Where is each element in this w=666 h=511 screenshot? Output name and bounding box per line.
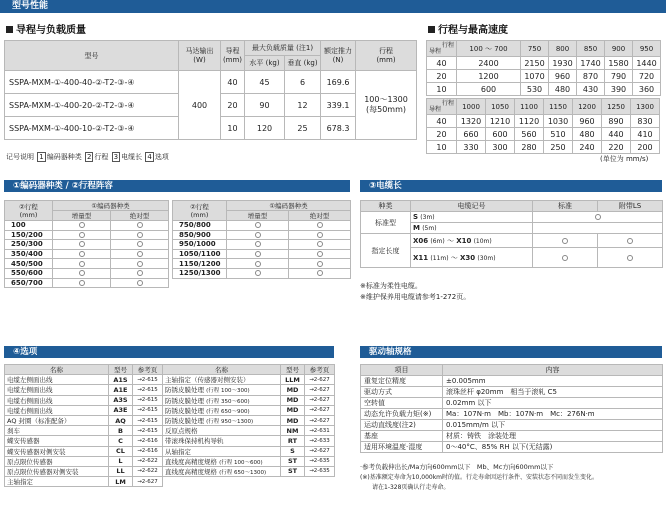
spec-item: 驱动方式	[361, 387, 443, 398]
header-motor: 马达输出 (W)	[179, 41, 221, 71]
cable-length: (30m)	[477, 254, 496, 262]
encoder-table-right	[172, 200, 351, 279]
header-thrust: 额定推力 (N)	[321, 41, 356, 71]
stroke-value: 1250/1300	[173, 268, 227, 278]
spec-value: 0.02mm 以下	[443, 398, 663, 409]
legend-box: 1	[39, 153, 44, 161]
cable-code: X30	[460, 253, 476, 262]
circle-mark-icon	[79, 232, 85, 238]
speed-cell: 2150	[521, 57, 549, 70]
option-code: MD	[281, 405, 305, 415]
speed-cell: 1740	[577, 57, 605, 70]
speed-cell: 390	[605, 83, 633, 96]
circle-mark-icon	[79, 222, 85, 228]
option-code: A3S	[109, 395, 133, 405]
circle-mark-icon	[255, 270, 261, 276]
circle-mark-icon	[137, 270, 143, 276]
speed-cell: 1580	[605, 57, 633, 70]
cable-code: X10	[456, 236, 472, 245]
page-ref-link[interactable]: →2-627	[305, 415, 335, 425]
option-code: S	[281, 446, 305, 456]
corner-lead: 导程	[429, 105, 442, 113]
option-note: (行程 650～1300)	[219, 469, 267, 476]
page-ref-link[interactable]: →2-615	[133, 415, 163, 425]
range-tilde: ～	[450, 253, 458, 262]
speed-cell: 1030	[544, 115, 573, 128]
stroke-header: 1000	[457, 99, 486, 115]
corner-cell	[427, 41, 457, 57]
corner-stroke: 行程	[441, 41, 454, 49]
page-ref-link[interactable]: →2-631	[305, 426, 335, 436]
stroke-value: 450/500	[5, 259, 53, 269]
cable-code: X11	[413, 253, 429, 262]
cable-code: M	[413, 224, 420, 232]
circle-mark-icon	[255, 261, 261, 267]
spec-value: 0.015mm/m 以下	[443, 420, 663, 431]
circle-mark-icon	[137, 241, 143, 247]
header-code: 型号	[281, 365, 305, 375]
spec-item: 适用环境温度·湿度	[361, 442, 443, 453]
page-ref-link[interactable]: →2-635	[305, 456, 335, 466]
speed-cell: 300	[486, 141, 515, 154]
spec-title: 导程与负载质量	[16, 25, 86, 36]
stroke-value: 1150/1200	[173, 259, 227, 269]
speed-cell: 440	[602, 128, 631, 141]
speed-unit: (单位为 mm/s)	[600, 155, 649, 163]
speed-cell: 530	[521, 83, 549, 96]
option-code: MD	[281, 385, 305, 395]
speed-cell: 330	[457, 141, 486, 154]
option-code: AQ	[109, 415, 133, 425]
corner-cell	[427, 99, 457, 115]
symbol-legend	[6, 152, 169, 162]
circle-mark-icon	[627, 238, 633, 244]
stroke-value: 100	[5, 221, 53, 231]
page-ref-link[interactable]: →2-615	[133, 375, 163, 385]
page-ref-link[interactable]: →2-616	[133, 446, 163, 456]
stroke-header: 1050	[486, 99, 515, 115]
option-name: 蝶安传感器	[5, 436, 109, 446]
circle-mark-icon	[317, 222, 323, 228]
model-code: SSPA-MXM-①-400-20-②-T2-③-④	[5, 94, 179, 117]
legend-prefix: 记号说明	[6, 153, 34, 161]
speed-cell: 600	[486, 128, 515, 141]
option-name: 主轴指定（传感器对侧安装）	[165, 376, 250, 385]
encoder-table-left	[4, 200, 169, 288]
option-name: 原点限位传感器对侧安装	[5, 466, 109, 476]
circle-mark-icon	[562, 255, 568, 261]
header-stroke: ②行程 (mm)	[5, 201, 53, 221]
header-horizontal: 水平 (kg)	[245, 56, 285, 71]
option-code: A1S	[109, 375, 133, 385]
legend-box: 2	[86, 153, 92, 161]
standard-type-label: 标准型	[361, 212, 411, 234]
page-ref-link[interactable]: →2-627	[305, 385, 335, 395]
option-note: (行程 100～300)	[206, 388, 250, 395]
spec-item: 动态允许负载力矩(※)	[361, 409, 443, 420]
stroke-header: 1100	[515, 99, 544, 115]
lead-cell: 20	[427, 70, 457, 83]
page-ref-link[interactable]: →2-615	[133, 405, 163, 415]
lead-load-table	[4, 40, 417, 140]
rated-thrust: 169.6	[321, 71, 356, 94]
header-model: 型号	[5, 41, 179, 71]
circle-mark-icon	[317, 261, 323, 267]
section-header-model-performance: 型号性能	[0, 0, 666, 13]
stroke-header: 1150	[544, 99, 573, 115]
option-name: 防锈皮膜处理	[165, 386, 204, 395]
circle-mark-icon	[137, 222, 143, 228]
speed-cell: 1440	[633, 57, 661, 70]
option-note: (行程 650～900)	[206, 408, 250, 415]
stroke-header: 1200	[573, 99, 602, 115]
spec-item: 空转值	[361, 398, 443, 409]
speed-cell: 600	[457, 83, 521, 96]
spec-heading	[6, 25, 86, 37]
circle-mark-icon	[79, 251, 85, 257]
circle-mark-icon	[255, 232, 261, 238]
speed-cell: 510	[544, 128, 573, 141]
page-ref-link[interactable]: →2-627	[305, 446, 335, 456]
legend-text: 选项	[154, 153, 169, 161]
header-vertical: 垂直 (kg)	[285, 56, 321, 71]
stroke-header: 950	[633, 41, 661, 57]
option-note: (行程 350～600)	[206, 398, 250, 405]
speed-cell: 1930	[549, 57, 577, 70]
circle-mark-icon	[137, 261, 143, 267]
circle-mark-icon	[317, 251, 323, 257]
header-incremental: 增量型	[53, 211, 111, 221]
option-name: 防锈皮膜处理	[165, 396, 204, 405]
stroke-value: 950/1000	[173, 240, 227, 250]
option-code: C	[109, 436, 133, 446]
speed-cell: 870	[577, 70, 605, 83]
spec-value: ±0.005mm	[443, 376, 663, 387]
corner-lead: 导程	[429, 47, 442, 55]
stroke-header: 100 ～ 700	[457, 41, 521, 57]
lead-cell: 40	[427, 115, 457, 128]
header-absolute: 绝对型	[111, 211, 169, 221]
option-name: 防锈皮膜处理	[165, 417, 204, 426]
stroke-range: 100～1300 (每50mm)	[356, 71, 417, 140]
page-ref-link[interactable]: →2-615	[133, 426, 163, 436]
spec-item: 运动直线度(注2)	[361, 420, 443, 431]
header-encoder: ①编码器种类	[227, 201, 351, 211]
header-encoder: ①编码器种类	[53, 201, 169, 211]
rated-thrust: 678.3	[321, 117, 356, 140]
speed-cell: 410	[631, 128, 660, 141]
speed-cell: 200	[631, 141, 660, 154]
drive-note: ·参考负载伸出长/Ma方向600mm以下 Mb、Mc方向600mm以下	[360, 463, 554, 471]
option-name: 电缆右侧面出线	[5, 405, 109, 415]
stroke-header: 900	[605, 41, 633, 57]
speed-cell: 660	[457, 128, 486, 141]
stroke-value: 250/300	[5, 240, 53, 250]
stroke-header: 1250	[602, 99, 631, 115]
cable-note: ※维护保养用电缆请参考1-272页。	[360, 293, 471, 301]
speed-cell: 1210	[486, 115, 515, 128]
circle-mark-icon	[79, 261, 85, 267]
speed-cell: 830	[631, 115, 660, 128]
option-name: 电缆右侧面出线	[5, 395, 109, 405]
lead-cell: 10	[427, 141, 457, 154]
page-ref-link[interactable]: →2-627	[133, 477, 163, 487]
cable-length: (11m)	[430, 254, 449, 262]
speed-cell: 1120	[515, 115, 544, 128]
vertical-load: 25	[285, 117, 321, 140]
speed-cell: 960	[573, 115, 602, 128]
option-code: ST	[281, 466, 305, 476]
speed-cell: 1070	[521, 70, 549, 83]
lead-cell: 20	[427, 128, 457, 141]
option-name: 电缆左侧面出线	[5, 375, 109, 385]
page-ref-link[interactable]: →2-627	[305, 375, 335, 385]
legend-box: 3	[113, 153, 119, 161]
stroke-value: 750/800	[173, 221, 227, 231]
page-ref-link[interactable]: →2-622	[133, 456, 163, 466]
lead-cell: 40	[427, 57, 457, 70]
stroke-header: 800	[549, 41, 577, 57]
header-incremental: 增量型	[227, 211, 289, 221]
page-ref-link[interactable]: →2-622	[133, 466, 163, 476]
header-absolute: 绝对型	[289, 211, 351, 221]
square-bullet-icon	[428, 26, 435, 33]
circle-mark-icon	[79, 280, 85, 286]
stroke-header: 1300	[631, 99, 660, 115]
speed-cell: 1200	[457, 70, 521, 83]
circle-mark-icon	[255, 222, 261, 228]
drive-section-header: 驱动轴规格	[360, 346, 662, 358]
cable-length: (6m)	[430, 237, 445, 245]
stroke-value: 550/600	[5, 268, 53, 278]
option-name: 刹车	[5, 426, 109, 436]
legend-text: 编码器种类	[46, 153, 82, 161]
spec-value: 材质：铸铁 涂装处理	[443, 431, 663, 442]
speed-cell: 360	[633, 83, 661, 96]
circle-mark-icon	[317, 232, 323, 238]
speed-cell: 790	[605, 70, 633, 83]
range-tilde: ～	[446, 236, 454, 245]
speed-cell: 240	[573, 141, 602, 154]
option-name: AQ 封圈（标准配备）	[5, 415, 109, 425]
option-code: NM	[281, 426, 305, 436]
option-name: 反原点规格	[165, 427, 198, 436]
lead-cell: 10	[427, 83, 457, 96]
header-ref: 参考页	[133, 365, 163, 375]
square-bullet-icon	[6, 26, 13, 33]
horizontal-load: 90	[245, 94, 285, 117]
circle-mark-icon	[79, 241, 85, 247]
stroke-header: 750	[521, 41, 549, 57]
option-code: MD	[281, 395, 305, 405]
header-item: 项目	[361, 365, 443, 376]
circle-mark-icon	[255, 241, 261, 247]
page-ref-link[interactable]: →2-635	[305, 466, 335, 476]
header-code: 型号	[109, 365, 133, 375]
stroke-value: 650/700	[5, 278, 53, 288]
options-table	[4, 364, 335, 487]
lead-value: 20	[221, 94, 245, 117]
drive-note: 请在1-328页确认行走寿命。	[360, 484, 450, 491]
stroke-value: 850/900	[173, 230, 227, 240]
cable-table	[360, 200, 663, 268]
speed-cell: 1320	[457, 115, 486, 128]
option-code: LLM	[281, 375, 305, 385]
option-name: 带滚珠保持机构导轨	[165, 437, 224, 446]
stroke-value: 150/200	[5, 230, 53, 240]
option-name: 主轴指定	[5, 477, 109, 487]
spec-value: 0～40°C、85% RH 以下(无结露)	[443, 442, 663, 453]
spec-value: 滚珠丝杆 φ20mm 相当于滚轧 C5	[443, 387, 663, 398]
option-note: (行程 100～600)	[219, 459, 263, 466]
cable-length: (5m)	[422, 225, 437, 232]
horizontal-load: 45	[245, 71, 285, 94]
header-stroke: 行程 (mm)	[356, 41, 417, 71]
specified-length-label: 指定长度	[361, 234, 411, 268]
option-name: 电缆左侧面出线	[5, 385, 109, 395]
option-name: 原点限位传感器	[5, 456, 109, 466]
circle-mark-icon	[317, 241, 323, 247]
circle-mark-icon	[79, 270, 85, 276]
option-code: LM	[109, 477, 133, 487]
legend-text: 行程	[94, 153, 109, 161]
header-type: 种类	[361, 201, 411, 212]
speed-cell: 430	[577, 83, 605, 96]
options-section-header: ④选项	[4, 346, 334, 358]
speed-cell: 250	[544, 141, 573, 154]
page-ref-link[interactable]: →2-615	[133, 385, 163, 395]
circle-mark-icon	[317, 270, 323, 276]
circle-mark-icon	[255, 251, 261, 257]
speed-cell: 480	[549, 83, 577, 96]
option-code: CL	[109, 446, 133, 456]
option-note: (行程 950～1300)	[206, 419, 254, 426]
speed-cell: 480	[573, 128, 602, 141]
header-lead: 导程 (mm)	[221, 41, 245, 71]
page-ref-link[interactable]: →2-627	[305, 395, 335, 405]
option-name: 直线度高精度规格	[165, 467, 217, 476]
circle-mark-icon	[562, 238, 568, 244]
speed-cell: 890	[602, 115, 631, 128]
stroke-value: 350/400	[5, 249, 53, 259]
model-code: SSPA-MXM-①-400-40-②-T2-③-④	[5, 71, 179, 94]
legend-text: 电缆长	[121, 153, 143, 161]
rated-thrust: 339.1	[321, 94, 356, 117]
header-standard: 标准	[533, 201, 598, 212]
option-code: ST	[281, 456, 305, 466]
circle-mark-icon	[595, 214, 601, 220]
option-code: A3E	[109, 405, 133, 415]
circle-mark-icon	[137, 251, 143, 257]
corner-stroke: 行程	[441, 99, 454, 107]
cable-code: X06	[413, 236, 429, 245]
option-name: 直线度高精度规格	[165, 457, 217, 466]
page-ref-link[interactable]: →2-615	[133, 395, 163, 405]
horizontal-load: 120	[245, 117, 285, 140]
motor-output: 400	[179, 71, 221, 140]
stroke-header: 850	[577, 41, 605, 57]
speed-cell: 960	[549, 70, 577, 83]
header-stroke: ②行程 (mm)	[173, 201, 227, 221]
header-max-load: 最大负载质量 (注1)	[245, 41, 321, 56]
model-code: SSPA-MXM-①-400-10-②-T2-③-④	[5, 117, 179, 140]
lead-value: 40	[221, 71, 245, 94]
circle-mark-icon	[137, 280, 143, 286]
option-code: RT	[281, 436, 305, 446]
header-name: 名称	[5, 365, 109, 375]
drive-note: (※)基准额定寿命为10,000km时的值。行走寿命因运行条件、安装状态不同而发生变化。	[360, 474, 599, 481]
option-name: 蝶安传感器对侧安装	[5, 446, 109, 456]
header-name: 名称	[163, 365, 281, 375]
vertical-load: 12	[285, 94, 321, 117]
cable-length: (3m)	[420, 214, 435, 221]
circle-mark-icon	[627, 255, 633, 261]
speed-table-1	[426, 40, 661, 96]
spec-item: 基座	[361, 431, 443, 442]
encoder-section-header: ①编码器种类 / ②行程阵容	[4, 180, 350, 192]
speed-title: 行程与最高速度	[438, 25, 508, 36]
cable-note: ※标准为柔性电缆。	[360, 282, 422, 290]
cable-length: (10m)	[473, 237, 492, 245]
option-code: A1E	[109, 385, 133, 395]
speed-table-2	[426, 98, 660, 154]
header-with-ls: 附带LS	[598, 201, 663, 212]
option-name: 防锈皮膜处理	[165, 406, 204, 415]
option-name: 从轴指定	[165, 447, 191, 456]
option-code: LL	[109, 466, 133, 476]
legend-box: 4	[147, 153, 152, 161]
speed-cell: 280	[515, 141, 544, 154]
vertical-load: 6	[285, 71, 321, 94]
speed-heading	[428, 25, 508, 37]
drive-spec-table	[360, 364, 663, 453]
header-cable-code: 电缆记号	[411, 201, 533, 212]
speed-cell: 720	[633, 70, 661, 83]
speed-cell: 220	[602, 141, 631, 154]
lead-value: 10	[221, 117, 245, 140]
spec-item: 重复定位精度	[361, 376, 443, 387]
speed-cell: 560	[515, 128, 544, 141]
page-ref-link[interactable]: →2-616	[133, 436, 163, 446]
page-ref-link[interactable]: →2-633	[305, 436, 335, 446]
stroke-value: 1050/1100	[173, 249, 227, 259]
header-ref: 参考页	[305, 365, 335, 375]
option-code: L	[109, 456, 133, 466]
spec-value: Ma：107N·m Mb：107N·m Mc：276N·m	[443, 409, 663, 420]
circle-mark-icon	[137, 232, 143, 238]
speed-cell: 2400	[457, 57, 521, 70]
option-code: MD	[281, 415, 305, 425]
option-code: B	[109, 426, 133, 436]
page-ref-link[interactable]: →2-627	[305, 405, 335, 415]
header-content: 内容	[443, 365, 663, 376]
cable-code: S	[413, 213, 419, 221]
cable-section-header: ③电缆长	[360, 180, 662, 192]
